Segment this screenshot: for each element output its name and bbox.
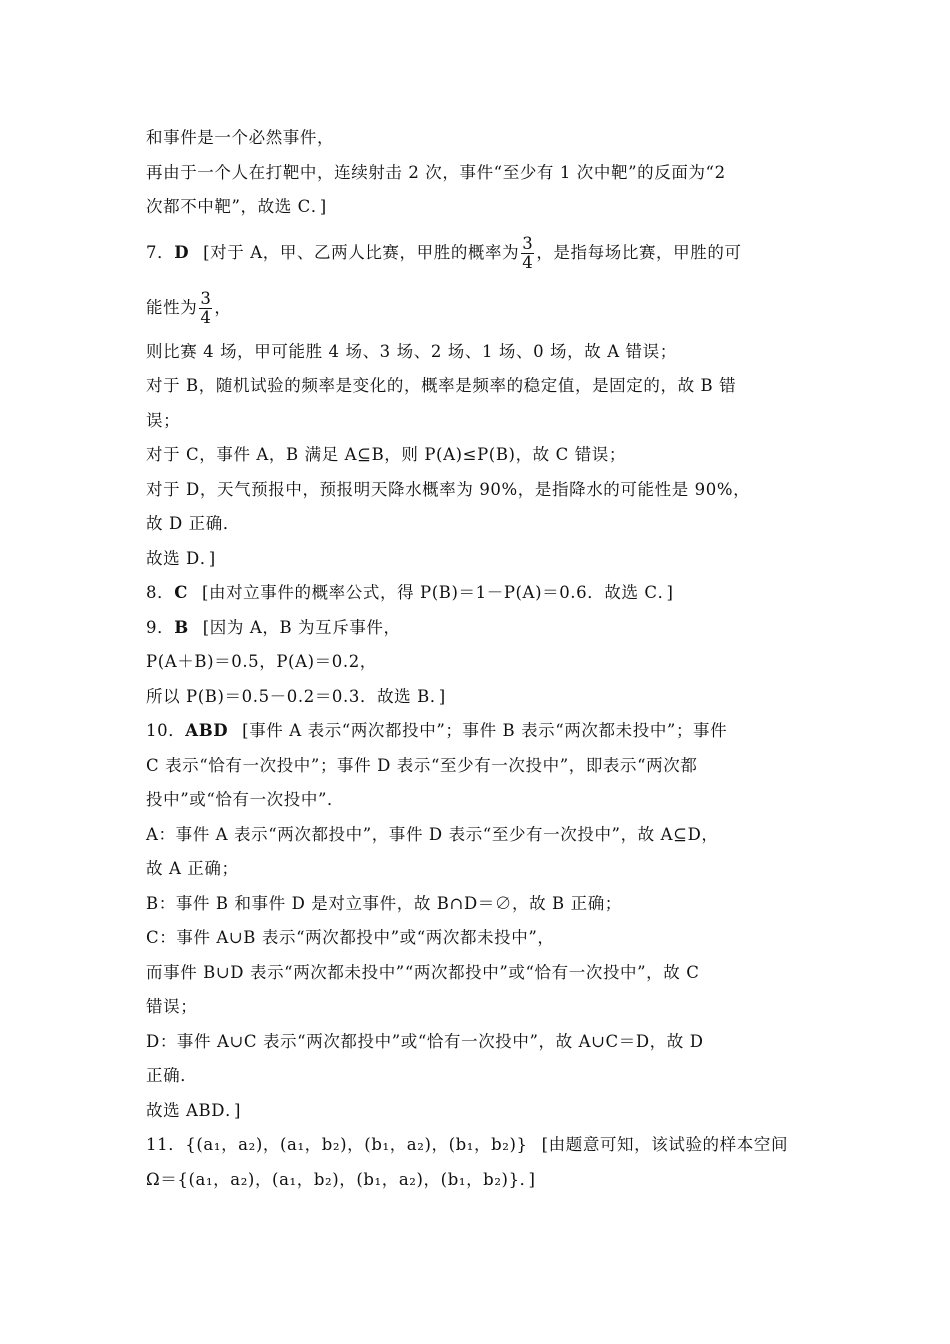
text-line: 则比赛 4 场，甲可能胜 4 场、3 场、2 场、1 场、0 场，故 A 错误；	[146, 341, 677, 361]
text-line: 故 D 正确．	[146, 514, 240, 533]
text-line: 对于 D，天气预报中，预报明天降水概率为 90%，是指降水的可能性是 90%，	[146, 479, 751, 499]
text-line: 故选 D．]	[146, 548, 216, 568]
fraction	[199, 290, 212, 326]
text-line: 次都不中靶”，故选 C．]	[146, 197, 327, 216]
q11-text: [由题意可知，该试验的样本空间	[541, 1135, 789, 1154]
q7-text: 能性为	[146, 297, 198, 317]
q10-line	[146, 714, 808, 749]
text-line: 错误；	[146, 997, 198, 1016]
text-line: 对于 C，事件 A，B 满足 A⊆B，则 P(A)≤P(B)，故 C 错误；	[146, 445, 626, 464]
fraction-numerator: 3	[200, 289, 212, 309]
text-line: 而事件 B∪D 表示“两次都未投中”“两次都投中”或“恰有一次投中”，故 C	[146, 962, 700, 982]
text-line: A：事件 A 表示“两次都投中”，事件 D 表示“至少有一次投中”，故 A⊆D，	[146, 824, 719, 844]
text-line: 对于 B，随机试验的频率是变化的，概率是频率的稳定值，是固定的，故 B 错	[146, 376, 737, 395]
text-line: 所以 P(B)＝0.5－0.2＝0.3．故选 B．]	[146, 686, 446, 706]
q8-text: [由对立事件的概率公式，得 P(B)＝1－P(A)＝0.6．故选 C．]	[201, 583, 674, 602]
q7-text: [对于 A，甲、乙两人比赛，甲胜的概率为	[203, 242, 520, 262]
question-number: 9．	[146, 617, 175, 637]
text-line: 正确．	[146, 1066, 198, 1085]
answer-key: D	[174, 242, 190, 262]
fraction-denominator: 4	[200, 307, 212, 327]
text-line: 再由于一个人在打靶中，连续射击 2 次，事件“至少有 1 次中靶”的反面为“2	[146, 162, 726, 182]
q8-line	[146, 576, 808, 611]
question-number: 10．	[146, 721, 186, 740]
text-line: 和事件是一个必然事件，	[146, 128, 335, 147]
q7-text: ，是指每场比赛，甲胜的可	[536, 242, 742, 262]
q11-answer-set: {(a₁，a₂)，(a₁，b₂)，(b₁，a₂)，(b₁，b₂)}	[185, 1135, 528, 1154]
text-line: B：事件 B 和事件 D 是对立事件，故 B∩D＝∅，故 B 正确；	[146, 893, 622, 913]
q7-line-2	[146, 280, 808, 335]
q7-text: ，	[214, 297, 232, 317]
q11-line	[146, 1128, 808, 1163]
text-line: P(A＋B)＝0.5，P(A)＝0.2，	[146, 652, 377, 671]
fraction-numerator: 3	[522, 234, 534, 254]
text-line: 故选 ABD．]	[146, 1100, 242, 1120]
text-line: 误；	[146, 410, 181, 430]
q9-text: [因为 A，B 为互斥事件，	[202, 617, 401, 637]
text-line: D：事件 A∪C 表示“两次都投中”或“恰有一次投中”，故 A∪C＝D，故 D	[146, 1031, 704, 1051]
q9-line	[146, 611, 808, 646]
text-line: 投中”或“恰有一次投中”．	[146, 790, 345, 809]
answer-key: ABD	[185, 721, 229, 740]
q7-line-1	[146, 225, 808, 280]
text-line: C：事件 A∪B 表示“两次都投中”或“两次都未投中”，	[146, 928, 555, 947]
fraction	[521, 235, 534, 271]
question-number: 7．	[146, 242, 175, 262]
question-number: 11．	[146, 1135, 186, 1154]
q10-text: [事件 A 表示“两次都投中”；事件 B 表示“两次都未投中”；事件	[242, 721, 728, 740]
text-line: Ω＝{(a₁，a₂)，(a₁，b₂)，(b₁，a₂)，(b₁，b₂)}．]	[146, 1169, 536, 1189]
text-line: 故 A 正确；	[146, 859, 239, 878]
answer-key: C	[174, 583, 188, 602]
answer-document	[146, 121, 808, 1197]
question-number: 8．	[146, 583, 175, 602]
text-line: C 表示“恰有一次投中”；事件 D 表示“至少有一次投中”，即表示“两次都	[146, 755, 698, 775]
answer-key: B	[174, 617, 189, 637]
fraction-denominator: 4	[522, 252, 534, 272]
